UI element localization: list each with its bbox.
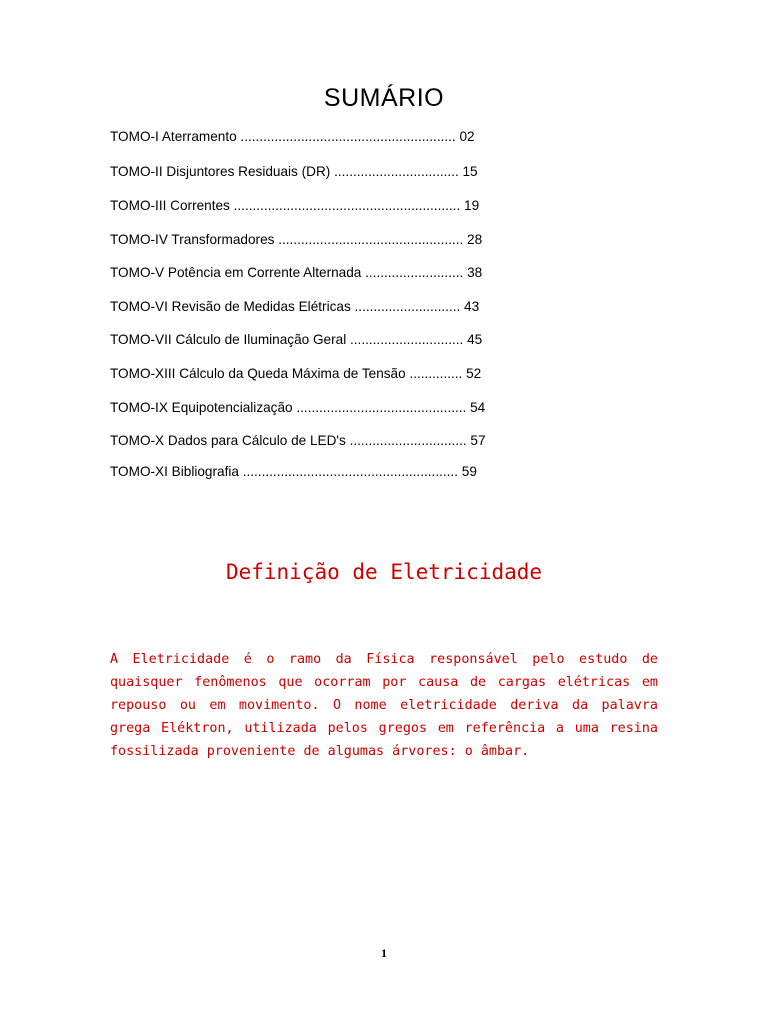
toc-entry-tomo-xiii[interactable]: TOMO-XIII Cálculo da Queda Máxima de Tensão .............. 52 (110, 366, 482, 381)
toc-entry-tomo-iv[interactable]: TOMO-IV Transformadores ................................................. 28 (110, 232, 483, 247)
section-heading: Definição de Eletricidade (225, 560, 543, 584)
page-number: 1 (381, 946, 387, 960)
toc-entry-tomo-x[interactable]: TOMO-X Dados para Cálculo de LED's ............................... 57 (110, 433, 486, 448)
section-body: A Eletricidade é o ramo da Física responsável pelo estudo de quaisquer fenômenos que ocorram por causa de cargas elétricas em repouso ou em movimento. O nome eletricidade deriva da palavra grega Eléktron, utilizada pelos gregos em referência a uma resina fossilizada proveniente de algumas árvores: o âmbar. (110, 652, 658, 759)
toc-entry-tomo-i[interactable]: TOMO-I Aterramento ......................................................... 02 (110, 129, 475, 144)
toc-entry-tomo-vi[interactable]: TOMO-VI Revisão de Medidas Elétricas ............................ 43 (110, 299, 480, 314)
page-title: SUMÁRIO (323, 84, 445, 112)
toc-entry-tomo-iii[interactable]: TOMO-III Correntes ............................................................ 19 (110, 198, 480, 213)
toc-entry-tomo-v[interactable]: TOMO-V Potência em Corrente Alternada .......................... 38 (110, 265, 483, 280)
toc-entry-tomo-ii[interactable]: TOMO-II Disjuntores Residuais (DR) ................................. 15 (110, 164, 478, 179)
toc-entry-tomo-vii[interactable]: TOMO-VII Cálculo de Iluminação Geral .............................. 45 (110, 332, 483, 347)
toc-entry-tomo-xi[interactable]: TOMO-XI Bibliografia ......................................................... 59 (110, 464, 477, 479)
toc-entry-tomo-ix[interactable]: TOMO-IX Equipotencialização ............................................. 54 (110, 400, 486, 415)
